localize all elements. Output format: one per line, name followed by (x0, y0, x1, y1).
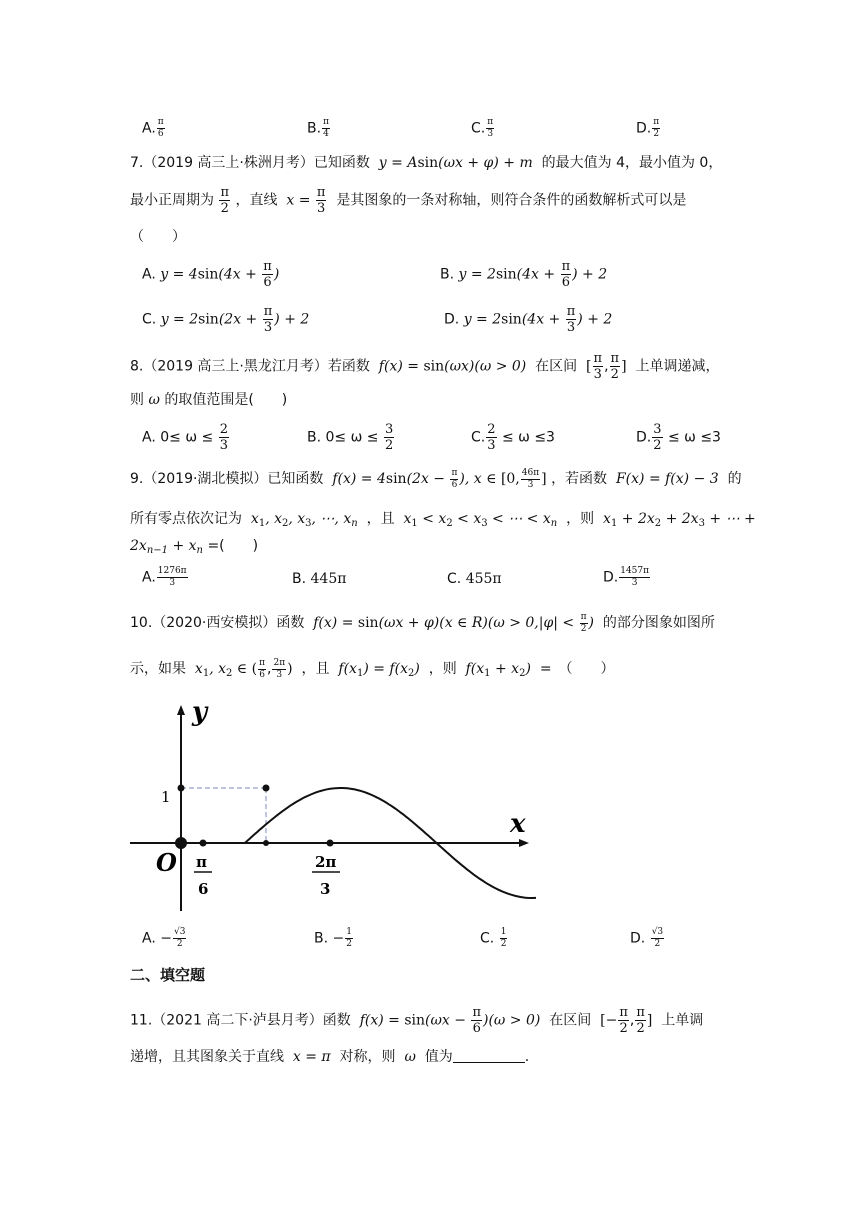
svg-text:2π: 2π (315, 853, 337, 871)
y-axis-label: y (192, 697, 208, 727)
q6-option-a[interactable]: A. $\frac{\pi}{6}$ (142, 117, 164, 139)
q11-line2: 递增，且其图象关于直线 x = π 对称，则 ω 值为 . (130, 1049, 530, 1065)
q10-option-d[interactable]: D. $\frac{√3}{2}$ (630, 927, 664, 949)
q8-option-b[interactable]: B. 0≤ ω ≤ $\frac{3}{2}$ (307, 422, 394, 453)
q11-line1: 11.（2021 高二下·泸县月考）函数 f(x) = sin(ωx − $\frac{\pi}{6}$ )(ω > 0) 在区间 [− $\frac{\pi}{2}$ , $\frac{\pi}{2}$ ] 上单调 (130, 1005, 704, 1036)
q6-option-d[interactable]: D. $\frac{\pi}{2}$ (636, 117, 660, 139)
q6-option-b[interactable]: B. $\frac{\pi}{4}$ (307, 117, 329, 139)
q7-option-d[interactable]: D. y = 2sin(4x + $\frac{\pi}{3}$ ) + 2 (444, 304, 613, 335)
q8-option-c[interactable]: C. $\frac{2}{3}$ ≤ ω ≤3 (471, 422, 555, 453)
q9-line3: $2x_{n-1} + x_n$ =( ) (130, 538, 259, 556)
q10-line2: 示，如果 $x_1$, $x_2$ ∈ ( $\frac{\pi}{6}$ , $\frac{2\pi}{3}$ ) ，且 $f(x_1) = f(x_2)$ ，则 $f(x_1 + x_2)$ = （ ） (130, 657, 615, 680)
x-axis-label: x (510, 809, 526, 839)
origin-label: O (156, 848, 177, 877)
q7-line2: 最小正周期为 $\frac{\pi}{2}$ ，直线 x = $\frac{\pi}{3}$ 是其图象的一条对称轴，则符合条件的函数解析式可以是 (130, 185, 687, 216)
q10-line1: 10.（2020·西安模拟）函数 f(x) = sin(ωx + φ)(x ∈ R)(ω > 0,|φ| < $\frac{\pi}{2}$ ) 的部分图象如图所 (130, 611, 715, 634)
y-tick-one: 1 (161, 788, 171, 806)
x-tick-pi-6 (194, 853, 212, 898)
q9-option-a[interactable]: A. $\frac{1276\pi}{3}$ (142, 566, 187, 588)
q7-paren: （ ） (130, 229, 186, 245)
q9-option-b[interactable]: B. 445π (292, 571, 347, 587)
answer-blank[interactable] (453, 1048, 525, 1063)
q9-line2: 所有零点依次记为 $x_1$, $x_2$, $x_3$, ⋯, $x_n$ ，且 $x_1 < x_2 < x_3$ < ⋯ < $x_n$ ，则 $x_1 + 2x_2 + 2x_3$ + ⋯ + (130, 511, 756, 529)
point-max-foot (263, 840, 269, 846)
q10-option-b[interactable]: B. − $\frac{1}{2}$ (314, 927, 352, 949)
point-max (263, 785, 270, 792)
point-pi-6 (200, 840, 207, 847)
q6-option-c[interactable]: C. $\frac{\pi}{3}$ (471, 117, 494, 139)
x-tick-2pi-3 (312, 853, 340, 898)
section-title: 二、填空题 (130, 966, 206, 984)
point-one (178, 785, 185, 792)
q7-option-a[interactable]: A. y = 4sin(4x + $\frac{\pi}{6}$ ) (142, 259, 280, 290)
q7-option-b[interactable]: B. y = 2sin(4x + $\frac{\pi}{6}$ ) + 2 (440, 259, 608, 290)
q7-option-c[interactable]: C. y = 2sin(2x + $\frac{\pi}{3}$ ) + 2 (142, 304, 310, 335)
q9-option-c[interactable]: C. 455π (447, 571, 502, 587)
point-2pi-3 (327, 840, 334, 847)
q9-line1: 9.（2019·湖北模拟）已知函数 f(x) = 4sin(2x − $\frac{\pi}{6}$ ), x ∈ [0, $\frac{46\pi}{3}$ ] ，若函数 F(x) = f(x) − 3 的 (130, 467, 742, 490)
q8-option-d[interactable]: D. $\frac{3}{2}$ ≤ ω ≤3 (636, 422, 721, 453)
svg-text:3: 3 (320, 880, 331, 898)
q7-line1: 7.（2019 高三上·株洲月考）已知函数 y = Asin(ωx + φ) + m 的最大值为 4，最小值为 0， (130, 155, 723, 171)
origin-point (175, 837, 187, 849)
q10-option-a[interactable]: A. − $\frac{√3}{2}$ (142, 927, 186, 949)
q8-option-a[interactable]: A. 0≤ ω ≤ $\frac{2}{3}$ (142, 422, 228, 453)
q9-option-d[interactable]: D. $\frac{1457\pi}{3}$ (603, 566, 650, 588)
q8-line1: 8.（2019 高三上·黑龙江月考）若函数 f(x) = sin(ωx)(ω > 0) 在区间 [ $\frac{\pi}{3}$ , $\frac{\pi}{2}$ ] 上单调递减， (130, 351, 720, 382)
q10-option-c[interactable]: C. $\frac{1}{2}$ (480, 927, 507, 949)
sine-graph (126, 696, 536, 918)
svg-text:π: π (196, 853, 207, 871)
q8-line2: 则 ω 的取值范围是( ) (130, 392, 288, 408)
svg-text:6: 6 (198, 880, 209, 898)
